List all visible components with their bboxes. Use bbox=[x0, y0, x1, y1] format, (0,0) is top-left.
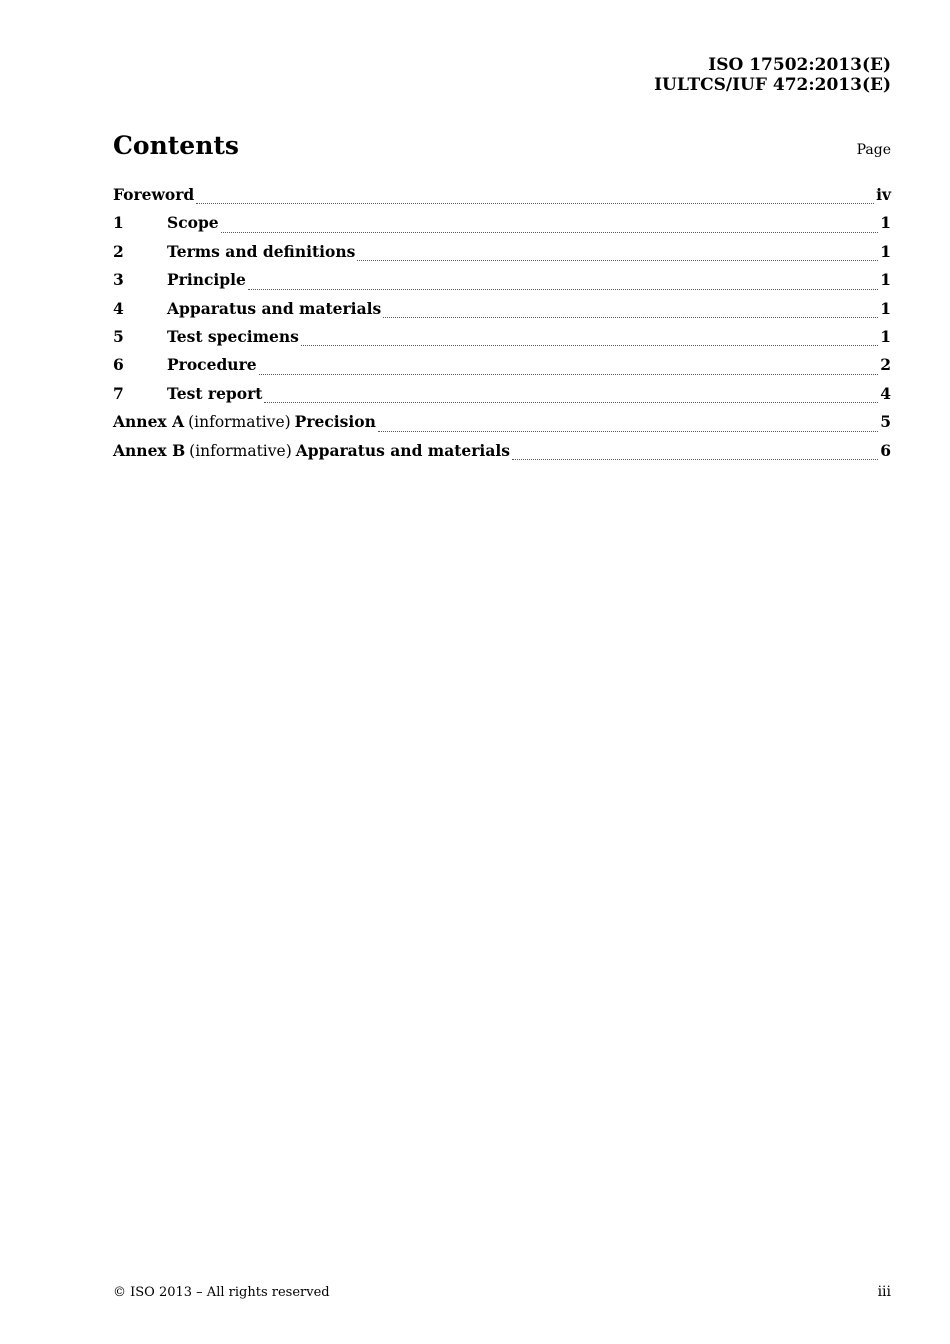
toc-entry-page: 1 bbox=[880, 270, 891, 290]
copyright-notice: © ISO 2013 – All rights reserved bbox=[113, 1285, 330, 1300]
toc-entry-title: Foreword bbox=[113, 185, 195, 204]
toc-entry-clause[interactable] bbox=[113, 213, 891, 241]
toc-entry-title: Test report bbox=[167, 383, 263, 403]
dot-leader bbox=[357, 260, 878, 261]
toc-entry-title: Apparatus and materials bbox=[295, 440, 510, 460]
toc-entry-number: 4 bbox=[113, 298, 124, 318]
toc-entry-page: 1 bbox=[880, 241, 891, 261]
annex-label: Annex A bbox=[113, 412, 185, 432]
standard-number: ISO 17502:2013(E) bbox=[708, 55, 891, 75]
toc-entry-clause[interactable] bbox=[113, 327, 891, 355]
dot-leader bbox=[264, 402, 878, 403]
toc-entry-number: 1 bbox=[113, 213, 124, 233]
toc-entry-number: 5 bbox=[113, 326, 124, 346]
annex-label: Annex B bbox=[113, 440, 186, 460]
annex-type: (informative) bbox=[189, 441, 292, 460]
toc-entry-clause[interactable] bbox=[113, 270, 891, 298]
toc-entry-page: 5 bbox=[880, 412, 891, 432]
toc-entry-title: Procedure bbox=[167, 355, 257, 375]
toc-entry-page: 1 bbox=[880, 326, 891, 346]
toc-entry-page: 2 bbox=[880, 355, 891, 375]
toc-entry-foreword[interactable] bbox=[113, 185, 891, 213]
toc-entry-clause[interactable] bbox=[113, 299, 891, 327]
toc-entry-number: 3 bbox=[113, 270, 124, 290]
toc-entry-annex-b[interactable] bbox=[113, 441, 891, 469]
dot-leader bbox=[301, 345, 878, 346]
toc-entry-clause[interactable] bbox=[113, 384, 891, 412]
toc-entry-annex-a[interactable] bbox=[113, 412, 891, 440]
dot-leader bbox=[248, 289, 878, 290]
toc-entry-title: Principle bbox=[167, 270, 246, 290]
dot-leader bbox=[259, 374, 879, 375]
toc-entry-title: Test specimens bbox=[167, 326, 299, 346]
dot-leader bbox=[196, 203, 874, 204]
toc-entry-number: 6 bbox=[113, 355, 124, 375]
toc-entry-clause[interactable] bbox=[113, 355, 891, 383]
toc-entry-number: 7 bbox=[113, 383, 124, 403]
toc-entry-page: iv bbox=[876, 185, 891, 204]
toc-entry-page: 6 bbox=[880, 440, 891, 460]
toc-entry-page: 4 bbox=[880, 383, 891, 403]
toc-entry-title: Terms and definitions bbox=[167, 241, 356, 261]
dot-leader bbox=[378, 431, 878, 432]
page-number: iii bbox=[877, 1284, 891, 1300]
dot-leader bbox=[512, 459, 878, 460]
table-of-contents bbox=[113, 185, 891, 469]
dot-leader bbox=[383, 317, 878, 318]
document-header bbox=[654, 55, 891, 95]
dot-leader bbox=[221, 232, 879, 233]
toc-entry-clause[interactable] bbox=[113, 242, 891, 270]
toc-entry-page: 1 bbox=[880, 298, 891, 318]
toc-entry-number: 2 bbox=[113, 241, 124, 261]
page-column-label: Page bbox=[856, 142, 891, 158]
toc-entry-title: Precision bbox=[294, 412, 376, 432]
annex-type: (informative) bbox=[188, 413, 291, 432]
contents-title: Contents bbox=[113, 131, 240, 160]
toc-entry-title: Apparatus and materials bbox=[167, 298, 382, 318]
toc-entry-title: Scope bbox=[167, 213, 219, 233]
toc-entry-page: 1 bbox=[880, 213, 891, 233]
iultcs-number: IULTCS/IUF 472:2013(E) bbox=[654, 75, 891, 95]
